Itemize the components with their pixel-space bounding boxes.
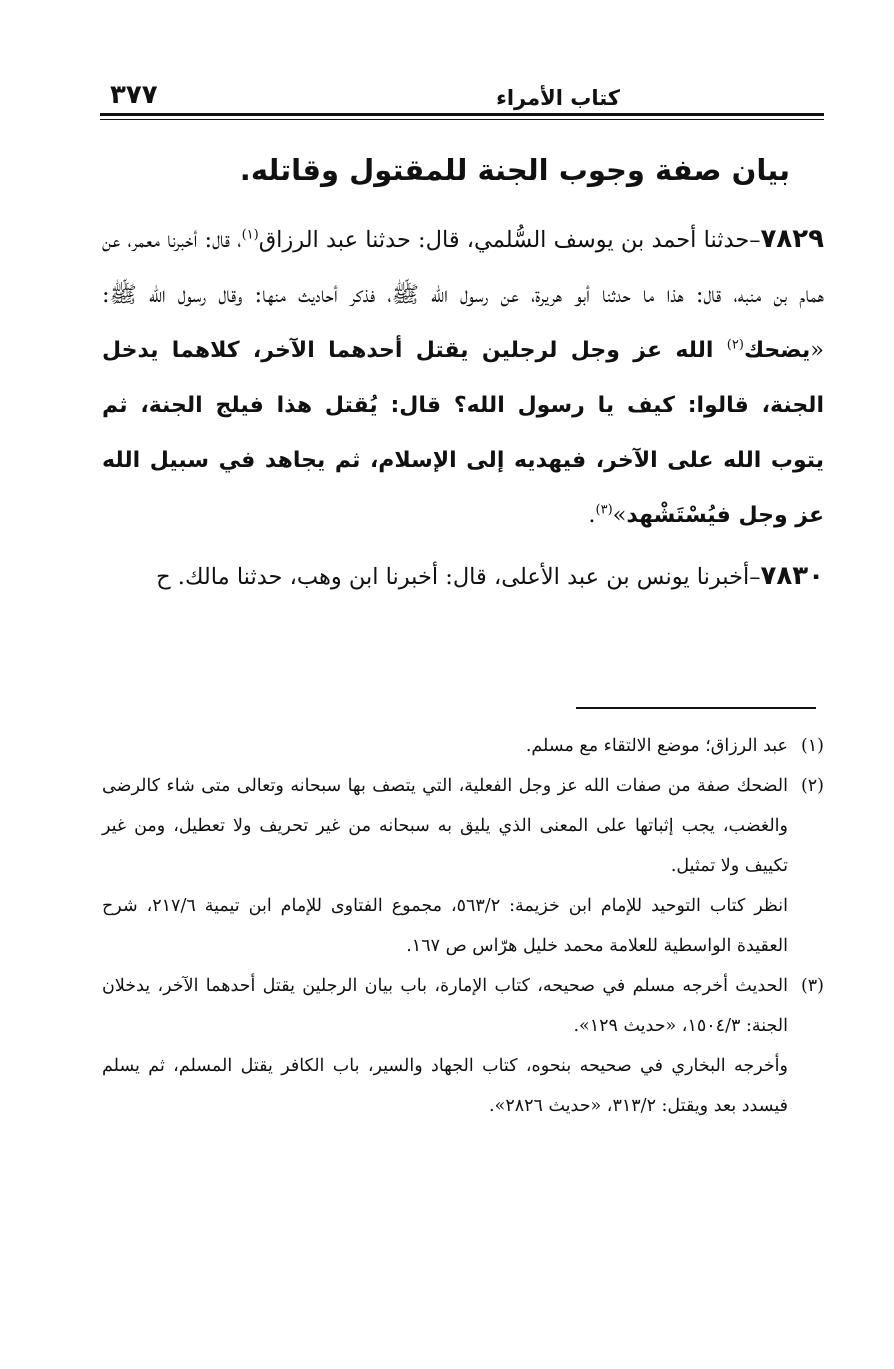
footnote-ref: (٣) <box>595 502 613 518</box>
header-rule-thin <box>100 119 824 120</box>
footnote-text: عبد الرزاق؛ موضع الالتقاء مع مسلم. <box>525 736 788 756</box>
hadith-text: –أخبرنا يونس بن عبد الأعلى، قال: أخبرنا ابن وهب، حدثنا مالك. ح <box>156 564 761 590</box>
running-header <box>110 64 830 110</box>
footnotes <box>102 726 824 1126</box>
footnote-ref: (١) <box>241 227 259 243</box>
footnote-label: (١) <box>800 736 824 756</box>
hadith-7829 <box>102 212 824 543</box>
hadith-isnad: –حدثنا أحمد بن يوسف السُّلمي، قال: حدثنا عبد الرزاق <box>258 227 761 253</box>
hadith-matn: الله عز وجل لرجلين يقتل أحدهما الآخر، كلاهما يدخل الجنة، قالوا: كيف يا رسول الله؟ قال: يُقتل هذا فيلج الجنة، ثم يتوب الله على الآخر، فيهديه إلى الإسلام، ثم يجاهد في سبيل الله عز وجل فيُسْتَشْهد <box>102 338 824 528</box>
footnote-separator <box>576 707 816 709</box>
hadith-matn: يضحك <box>743 338 811 363</box>
book-title: كتاب الأمراء <box>496 86 620 110</box>
main-text <box>102 140 824 605</box>
footnote <box>102 766 824 886</box>
hadith-isnad: ، قال: أخبرنا معمر، عن همام بن منبه، قال: هذا ما حدثنا أبو هريرة، عن رسول الله ﷺ، فذكر أحاديث منها: وقال رسول الله ﷺ: « <box>102 227 824 363</box>
footnote-text: الضحك صفة من صفات الله عز وجل الفعلية، التي يتصف بها سبحانه وتعالى متى شاء كالرضى والغضب، يجب إثباتها على المعنى الذي يليق به سبحانه من غير تحريف ولا تعطيل، ومن غير تكييف ولا تمثيل. <box>102 776 788 876</box>
footnote <box>102 726 824 766</box>
quote-close: » <box>612 502 627 528</box>
section-title: بيان صفة وجوب الجنة للمقتول وقاتله. <box>239 153 790 187</box>
hadith-number: ٧٨٣٠ <box>760 561 824 591</box>
footnote-ref: (٢) <box>726 337 744 353</box>
footnote-continuation: وأخرجه البخاري في صحيحه بنحوه، كتاب الجهاد والسير، باب الكافر يقتل المسلم، ثم يسلم فيسدد بعد ويقتل: ٣١٣/٢، «حديث ٢٨٢٦». <box>102 1056 788 1116</box>
page-number: ٣٧٧ <box>110 80 158 110</box>
hadith-7830 <box>102 549 824 605</box>
hadith-number: ٧٨٢٩ <box>760 224 824 254</box>
hadith-end: . <box>588 502 596 528</box>
header-rule-thick <box>100 113 824 116</box>
footnote-label: (٢) <box>800 776 824 796</box>
footnote-continuation: انظر كتاب التوحيد للإمام ابن خزيمة: ٥٦٣/٢، مجموع الفتاوى للإمام ابن تيمية ٢١٧/٦، شرح العقيدة الواسطية للعلامة محمد خليل هرّاس ص ١٦٧. <box>102 896 789 956</box>
footnote <box>102 966 824 1046</box>
footnote-text: الحديث أخرجه مسلم في صحيحه، كتاب الإمارة، باب بيان الرجلين يقتل أحدهما الآخر، يدخلان الجنة: ١٥٠٤/٣، «حديث ١٢٩». <box>102 976 788 1036</box>
footnote-label: (٣) <box>800 976 824 996</box>
